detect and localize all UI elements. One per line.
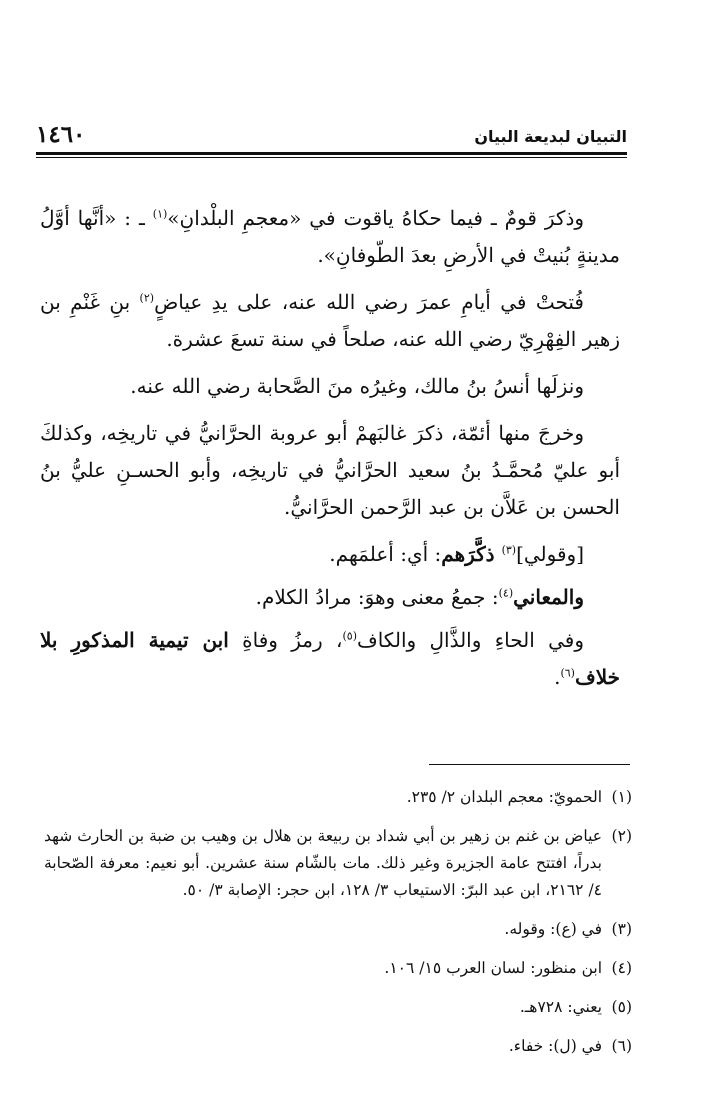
footnote-ref-5: (٥) (342, 629, 357, 643)
running-title: التبيان لبديعة البيان (474, 127, 627, 146)
header-rule-thick (36, 152, 627, 155)
footnote-text: يعني: ٧٢٨هـ. (519, 998, 602, 1016)
p5-keyword: ذكَّرَهم (441, 542, 502, 566)
footnote-text: الحمويّ: معجم البلدان ٢/ ٢٣٥. (406, 788, 602, 806)
footnote-text: في (ل): خفاء. (508, 1037, 602, 1055)
paragraph-1 (40, 200, 620, 274)
footnote-text: في (ع): وقوله. (504, 920, 602, 938)
footnote-number: (٦) (611, 1037, 632, 1055)
p7-text-a: وفي الحاءِ والذَّالِ والكاف (356, 628, 584, 652)
footnote-ref-4: (٤) (498, 586, 514, 600)
p2-text-a: فُتحتْ في أيامِ عمرَ رضي الله عنه، على يدِ عياضٍ (154, 290, 584, 314)
footnote-text: عياض بن غنم بن زهير بن أبي شداد بن ربيعة بن هلال بن وهيب بن ضبة بن الحارث شهد بدراً، افتتح عامة الجزيرة وغير ذلك. مات بالشّام سنة عشرين. أبو نعيم: معرفة الصّحابة ٤/ ٢١٦٢، ابن عبد البرّ: الاستيعاب ٣/ ١٢٨، ابن حجر: الإصابة ٣/ ٥٠. (44, 827, 602, 899)
main-text (40, 200, 620, 706)
paragraph-4 (40, 415, 620, 526)
footnote-6 (44, 1033, 632, 1060)
footnote-3 (44, 916, 632, 943)
paragraph-5 (40, 536, 620, 573)
p1-text-a: وذكرَ قومٌ ـ فيما حكاهُ ياقوت في «معجمِ البلْدانِ» (167, 206, 585, 230)
page-header (36, 118, 627, 148)
footnote-number: (٤) (611, 959, 632, 977)
p5-text-c: : أي: أعلمَهم. (329, 542, 442, 566)
footnote-1 (44, 784, 632, 811)
footnote-4 (44, 955, 632, 982)
p7-text-d: . (554, 665, 561, 689)
paragraph-2 (40, 284, 620, 358)
p3-text: ونزلَها أنسُ بنُ مالك، وغيرُه منَ الصَّحابة رضي الله عنه. (130, 374, 584, 398)
p1-text-b: ـ : «أنَّها أوَّلُ مدينةٍ بُنيتْ في الأرضِ بعدَ الطّوفانِ». (40, 206, 620, 267)
p5-text-a: [وقولي] (516, 542, 584, 566)
footnote-ref-3: (٣) (501, 543, 517, 557)
paragraph-3 (40, 368, 620, 405)
page-number: ١٤٦٠ (36, 121, 86, 148)
footnotes (44, 784, 632, 1072)
p6-text-b: : جمعُ معنى وهوَ: مرادُ الكلام. (255, 585, 499, 609)
p4-text: وخرجَ منها أئمّة، ذكرَ غالبَهمْ أبو عروبة الحرَّانيُّ في تاريخِه، وكذلكَ أبو عليّ مُحمَّـدُ بنُ سعيد الحرَّانيُّ في تاريخِه، وأبو الحسـنِ عليُّ بنُ الحسن بن عَلاَّن بن عبد الرَّحمن الحرَّانيُّ. (40, 421, 620, 519)
footnote-5 (44, 994, 632, 1021)
paragraph-7 (40, 622, 620, 696)
footnote-number: (١) (611, 788, 632, 806)
footnote-ref-1: (١) (152, 207, 168, 221)
footnote-number: (٣) (611, 920, 632, 938)
paragraph-6 (40, 579, 620, 616)
header-rule-thin (36, 157, 627, 158)
footnote-ref-2: (٢) (139, 291, 155, 305)
footnote-separator (429, 764, 630, 765)
footnote-number: (٢) (611, 827, 632, 845)
footnote-ref-6: (٦) (560, 666, 575, 680)
p7-text-b: ، رمزُ وفاةِ (228, 628, 343, 652)
footnote-2 (44, 823, 632, 904)
footnote-text: ابن منظور: لسان العرب ١٥/ ١٠٦. (384, 959, 602, 977)
p7-keyword: ابن تيمية المذكورِ بلا خلاف (40, 628, 620, 689)
footnote-number: (٥) (611, 998, 632, 1016)
p6-keyword: والمعاني (513, 585, 584, 609)
p2-text-b: بنِ غَنْمِ بن زهير الفِهْرِيّ رضي الله عنه، صلحاً في سنة تسعَ عشرة. (40, 290, 620, 351)
